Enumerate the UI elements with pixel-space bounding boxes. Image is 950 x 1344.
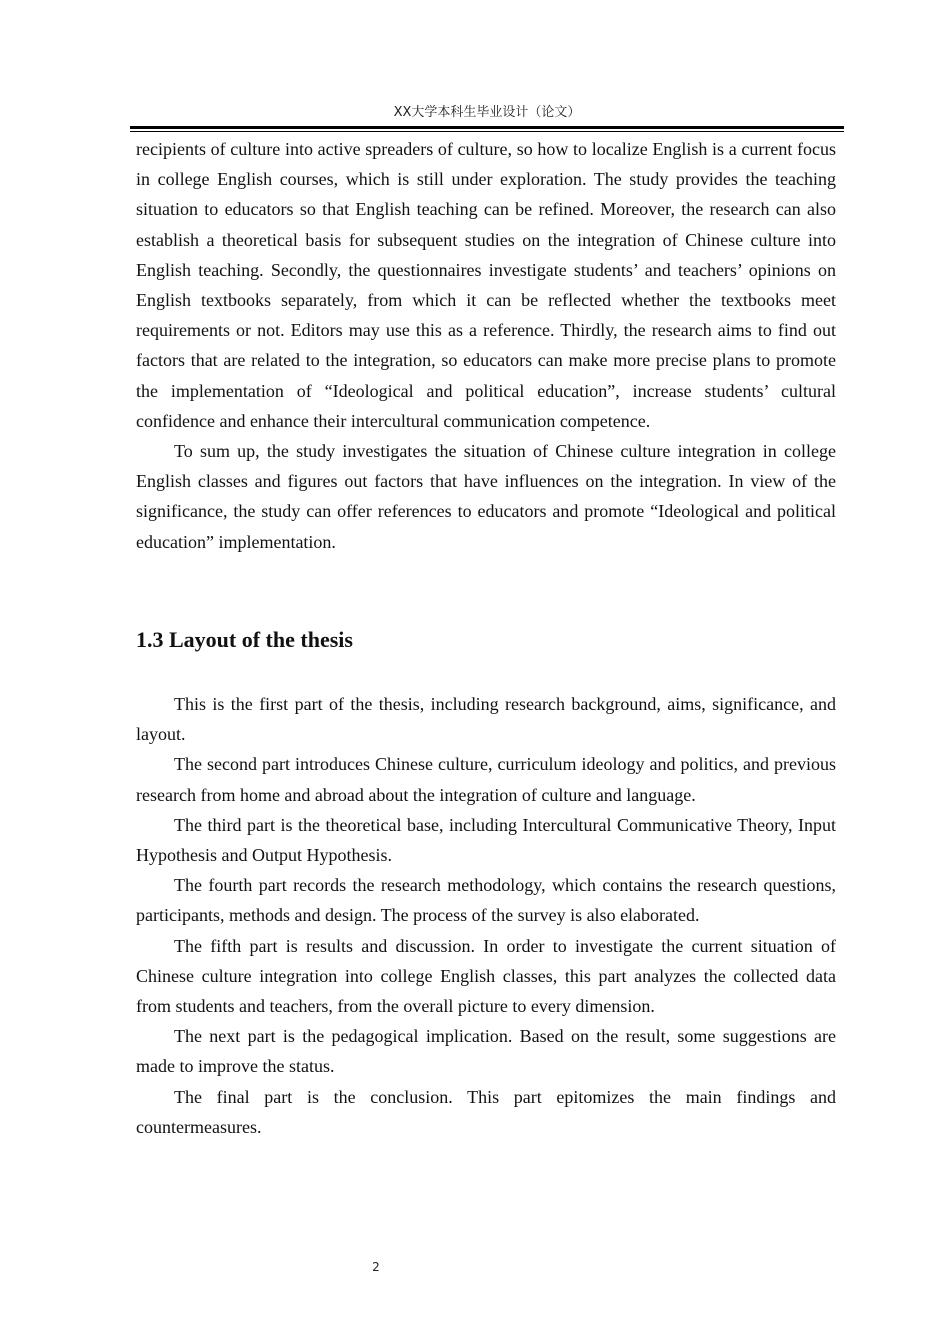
section-heading: 1.3 Layout of the thesis — [136, 627, 353, 652]
paragraph-part-five: The fifth part is results and discussion. In order to investigate the current situation of Chinese culture integration into college English classes, this part analyzes the collected data from students and teachers, from the overall picture to every dimension. — [136, 935, 836, 1017]
paragraph-part-three: The third part is the theoretical base, including Intercultural Communicative Theory, Input Hypothesis and Output Hypothesis. — [136, 814, 836, 866]
paragraph-part-six: The next part is the pedagogical implication. Based on the result, some suggestions are made to improve the status. — [136, 1026, 836, 1077]
paragraph-continued: recipients of culture into active spreaders of culture, so how to localize English is a current focus in college English courses, which is still under exploration. The study provides the teaching situation to educators so that English teaching can be refined. Moreover, the research can also establish a theoretical basis for subsequent studies on the integration of Chinese culture into English teaching. Secondly, the questionnaires investigate students’ and teachers’ opinions on English textbooks separately, from which it can be reflected whether the textbooks meet requirements or not. Editors may use this as a reference. Thirdly, the research aims to find out factors that are related to the integration, so educators can make more precise plans to promote the implementation of “Ideological and political education”, increase students’ cultural confidence and enhance their intercultural communication competence. — [136, 139, 836, 431]
top-text-block — [136, 134, 836, 557]
paragraph-part-one: This is the first part of the thesis, including research background, aims, significance, and layout. — [136, 694, 836, 745]
paragraph-part-two: The second part introduces Chinese culture, curriculum ideology and politics, and previous research from home and abroad about the integration of culture and language. — [136, 754, 836, 805]
header-rule-thick — [130, 126, 844, 129]
paragraph-part-four: The fourth part records the research methodology, which contains the research questions, participants, methods and design. The process of the survey is also elaborated. — [136, 875, 836, 926]
paragraph-summary: To sum up, the study investigates the situation of Chinese culture integration in college English classes and figures out factors that have influences on the integration. In view of the significance, the study can offer references to educators and promote “Ideological and political education” implementation. — [136, 441, 836, 552]
paragraph-part-seven: The final part is the conclusion. This part epitomizes the main findings and countermeasures. — [136, 1086, 836, 1137]
page-number: 2 — [372, 1260, 380, 1274]
page-header-title: XX大学本科生毕业设计（论文） — [393, 105, 581, 120]
header-rule-thin — [130, 131, 844, 132]
section-text-block — [136, 689, 836, 1142]
